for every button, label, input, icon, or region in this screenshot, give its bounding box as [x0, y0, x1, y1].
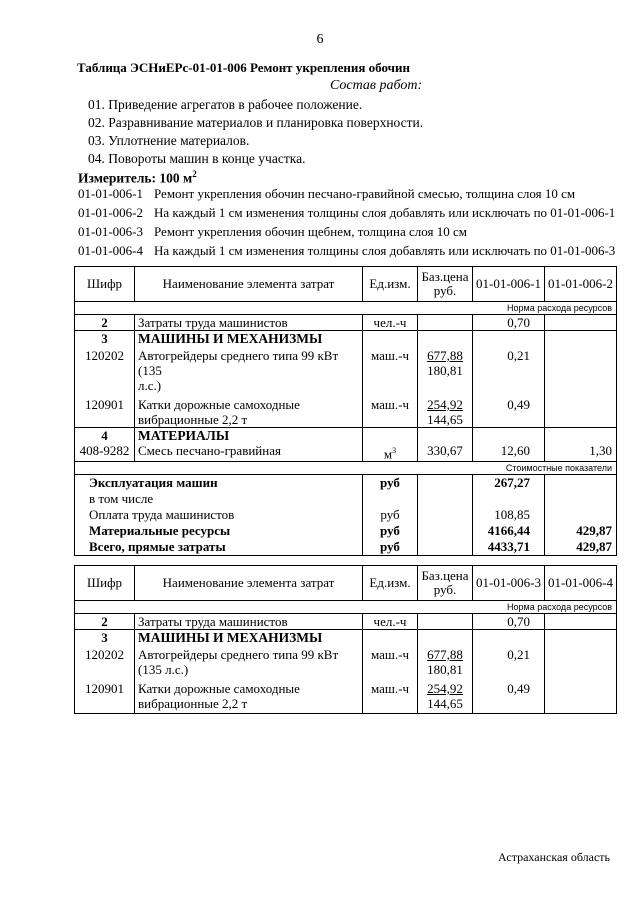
m2-price: 254,92 144,65 — [418, 677, 473, 714]
machines-title: МАШИНЫ И МЕХАНИЗМЫ — [135, 630, 363, 646]
header-price: Баз.цена руб. — [418, 267, 473, 302]
mat1-value2: 1,30 — [545, 443, 617, 462]
mat1-name: Смесь песчано-гравийная — [135, 443, 363, 462]
header-col2: 01-01-006-2 — [545, 267, 617, 302]
code-line: 01-01-006-2 На каждый 1 см изменения толщины слоя добавлять или исключать по 01-01-006-1 — [78, 205, 616, 220]
work-item: 03. Уплотнение материалов. — [88, 133, 250, 148]
summary-unit: руб — [363, 539, 418, 556]
summary-name: Материальные ресурсы — [75, 523, 363, 539]
summary-name: в том числе — [75, 491, 363, 507]
page-number: 6 — [316, 32, 324, 47]
summary-unit: руб — [363, 475, 418, 492]
mat1-unit: $м^3$ — [363, 443, 418, 462]
labor-name: Затраты труда машинистов — [135, 315, 363, 331]
m2-unit: маш.-ч — [363, 393, 418, 428]
header-col1: 01-01-006-1 — [473, 267, 545, 302]
work-item: 01. Приведение агрегатов в рабочее положение. — [88, 97, 363, 112]
header-unit: Ед.изм. — [363, 267, 418, 302]
mat1-code: 408-9282 — [75, 443, 135, 462]
resource-table-1 — [74, 266, 617, 556]
m1-unit: маш.-ч — [363, 346, 418, 393]
m1-value: 0,21 — [473, 346, 545, 393]
m1-name: Автогрейдеры среднего типа 99 кВт (135 л.с.) — [135, 346, 363, 393]
labor-code: 2 — [75, 315, 135, 331]
m2-name: Катки дорожные самоходные вибрационные 2,2 т — [135, 393, 363, 428]
labor-value: 0,70 — [473, 614, 545, 630]
m1-code: 120202 — [75, 346, 135, 393]
m1-name: Автогрейдеры среднего типа 99 кВт (135 л.с.) — [135, 645, 363, 677]
summary-value1: 4166,44 — [473, 523, 545, 539]
norm-label: Норма расхода ресурсов — [75, 302, 617, 315]
machines-code: 3 — [75, 331, 135, 347]
code-line: 01-01-006-3 Ремонт укрепления обочин щебнем, толщина слоя 10 см — [78, 224, 467, 239]
labor-unit: чел.-ч — [363, 614, 418, 630]
work-item: 02. Разравнивание материалов и планировка поверхности. — [88, 115, 424, 130]
m2-value: 0,49 — [473, 393, 545, 428]
header-name: Наименование элемента затрат — [135, 267, 363, 302]
labor-code: 2 — [75, 614, 135, 630]
labor-value: 0,70 — [473, 315, 545, 331]
m1-price: 677,88 180,81 — [418, 645, 473, 677]
header-name: Наименование элемента затрат — [135, 566, 363, 601]
m1-value: 0,21 — [473, 645, 545, 677]
summary-name: Оплата труда машинистов — [75, 507, 363, 523]
code-line: 01-01-006-1 Ремонт укрепления обочин песчано-гравийной смесью, толщина слоя 10 см — [78, 186, 576, 201]
m1-code: 120202 — [75, 645, 135, 677]
table-title: Таблица ЭСНиЕРс-01-01-006 Ремонт укрепления обочин — [77, 60, 410, 75]
m2-unit: маш.-ч — [363, 677, 418, 714]
work-composition-label: Состав работ: — [330, 78, 423, 93]
header-code: Шифр — [75, 267, 135, 302]
materials-title: МАТЕРИАЛЫ — [135, 428, 363, 444]
code-line: 01-01-006-4 На каждый 1 см изменения толщины слоя добавлять или исключать по 01-01-006-3 — [78, 243, 616, 258]
m2-name: Катки дорожные самоходные вибрационные 2,2 т — [135, 677, 363, 714]
header-price: Баз.цена руб. — [418, 566, 473, 601]
cost-label: Стоимостные показатели — [75, 462, 617, 475]
m2-code: 120901 — [75, 677, 135, 714]
m1-price: 677,88 180,81 — [418, 346, 473, 393]
measure: Измеритель: 100 $м^2$ — [78, 169, 197, 186]
footer-region: Астраханская область — [498, 850, 610, 864]
mat1-price: 330,67 — [418, 443, 473, 462]
summary-unit: руб — [363, 523, 418, 539]
summary-name: Всего, прямые затраты — [75, 539, 363, 556]
labor-unit: чел.-ч — [363, 315, 418, 331]
m2-price: 254,92 144,65 — [418, 393, 473, 428]
m2-code: 120901 — [75, 393, 135, 428]
machines-code: 3 — [75, 630, 135, 646]
summary-value2: 429,87 — [545, 539, 617, 556]
header-col2: 01-01-006-4 — [545, 566, 617, 601]
summary-value1: 108,85 — [473, 507, 545, 523]
header-col1: 01-01-006-3 — [473, 566, 545, 601]
header-code: Шифр — [75, 566, 135, 601]
m2-value: 0,49 — [473, 677, 545, 714]
summary-value1: 267,27 — [473, 475, 545, 492]
summary-name: Эксплуатация машин — [75, 475, 363, 492]
summary-unit: руб — [363, 507, 418, 523]
work-item: 04. Повороты машин в конце участка. — [88, 151, 306, 166]
norm-label: Норма расхода ресурсов — [75, 601, 617, 614]
resource-table-2 — [74, 565, 617, 714]
materials-code: 4 — [75, 428, 135, 444]
mat1-value1: 12,60 — [473, 443, 545, 462]
machines-title: МАШИНЫ И МЕХАНИЗМЫ — [135, 331, 363, 347]
m1-unit: маш.-ч — [363, 645, 418, 677]
labor-name: Затраты труда машинистов — [135, 614, 363, 630]
summary-value1: 4433,71 — [473, 539, 545, 556]
header-unit: Ед.изм. — [363, 566, 418, 601]
summary-value2: 429,87 — [545, 523, 617, 539]
